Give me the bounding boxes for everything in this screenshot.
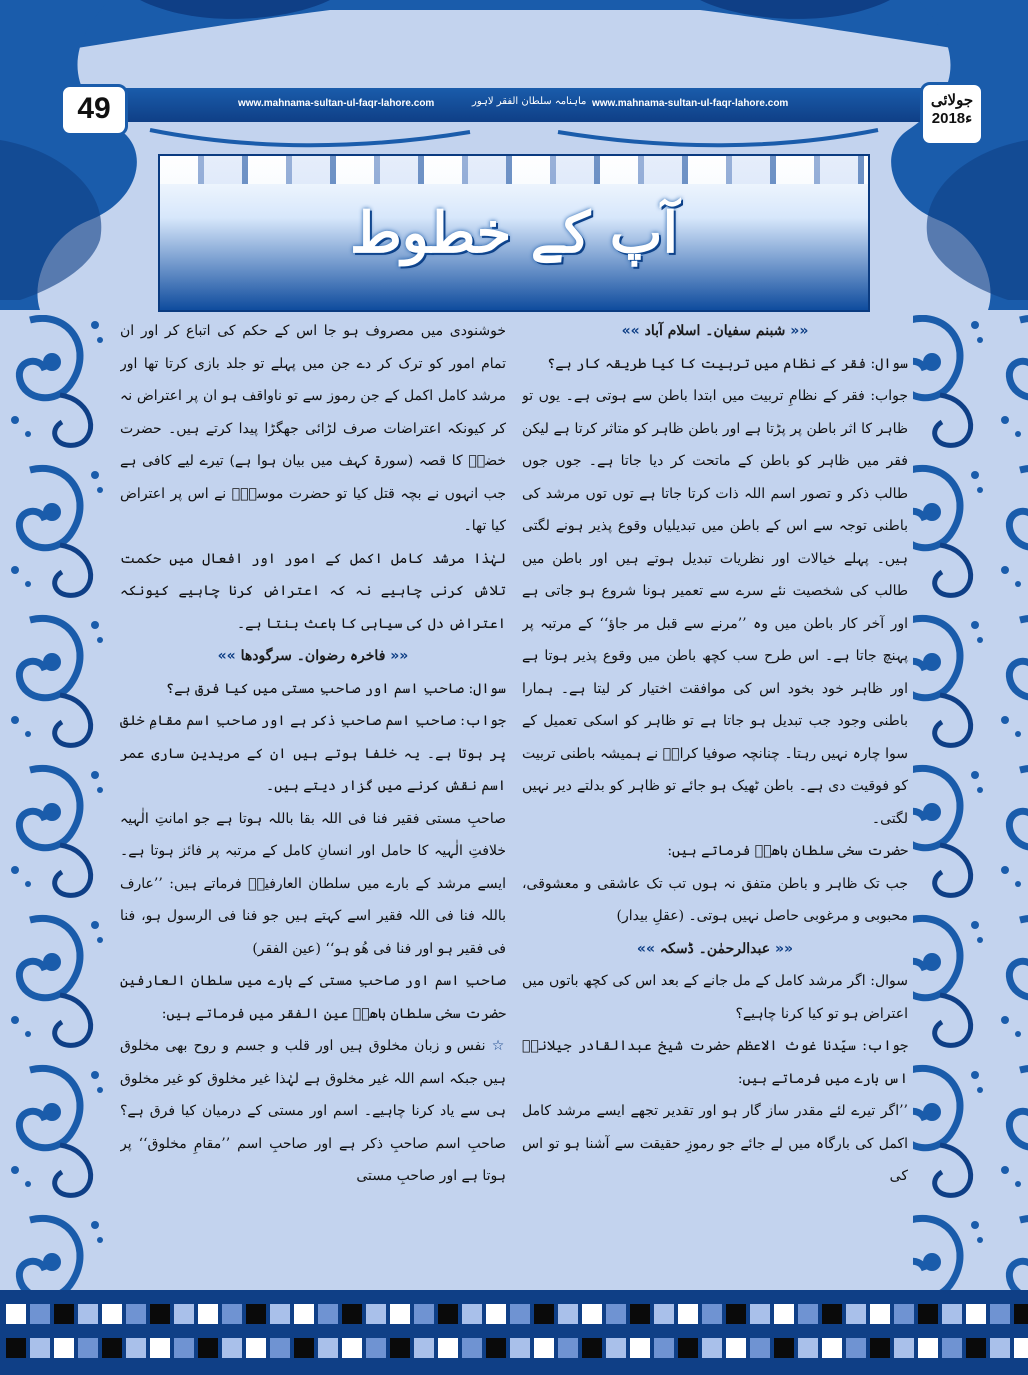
paragraph: لہٰذا مرشد کامل اکمل کے امور اور افعال میں حکمت تلاش کرنی چاہیے نہ کہ اعتراض کرنا چاہیے کیونکہ اعتراض دل کی سیاہی کا باعث بنتا ہے۔ xyxy=(120,550,506,632)
footer-tile xyxy=(870,1304,890,1324)
footer-tile xyxy=(246,1304,266,1324)
footer-tile xyxy=(246,1338,266,1358)
footer-tile xyxy=(702,1338,722,1358)
footer-tile xyxy=(6,1304,26,1324)
footer-tile xyxy=(1014,1304,1028,1324)
footer-checker-strip xyxy=(0,1290,1028,1375)
footer-tile xyxy=(894,1338,914,1358)
footer-tile xyxy=(414,1304,434,1324)
footer-tile xyxy=(270,1304,290,1324)
footer-tile xyxy=(294,1304,314,1324)
paragraph: صاحبِ اسم اور صاحبِ مستی کے بارے میں سلطان العارفین حضرت سخی سلطان باھوؒ عین الفقر میں فرماتے ہیں: xyxy=(120,973,506,1022)
footer-tile xyxy=(990,1338,1010,1358)
footer-tile xyxy=(678,1304,698,1324)
footer-tile xyxy=(342,1304,362,1324)
footer-tile xyxy=(606,1338,626,1358)
footer-tile xyxy=(174,1304,194,1324)
double-chevron-icon: »» xyxy=(217,648,241,664)
paragraph: جواب: فقر کے نظامِ تربیت میں ابتدا باطن سے ہوتی ہے۔ یوں تو ظاہر کا اثر باطن پر پڑتا ہے اور باطن ظاہر کو متاثر کرتا ہے لیکن فقر میں ظاہر کو باطن کے ماتحت کر دیا جاتا ہے۔ جوں جوں طالب ذکر و تصور اسم اللہ ذات کرتا جاتا ہے توں توں مرشد کی باطنی توجہ سے اس کے باطن میں تبدیلیاں وقوع پذیر ہونے لگتی ہیں۔ پہلے خیالات اور نظریات تبدیل ہوتے ہیں اور باطن میں طالب کی شخصیت نئے سرے سے تعمیر ہونا شروع ہو جاتی ہے اور آخر کار باطن میں وہ ’’مرنے سے قبل مر جاؤ‘‘ کے مرتبہ پر پہنچ جاتا ہے۔ اس طرح سب کچھ باطن میں وقوع پذیر ہوتا ہے اور ظاہر خود بخود اس کی موافقت اختیار کر لیتا ہے۔ ہمارا باطنی وجود جب تبدیل ہو جاتا ہے تو ظاہر کو اسکی تعمیل کے سوا چارہ نہیں رہتا۔ چنانچہ صوفیا کرامؒ نے ہمیشہ باطنی تربیت کو فوقیت دی ہے۔ باطن ٹھیک ہو جائے تو ظاہر کو بدلتے دیر نہیں لگتی۔ xyxy=(522,388,908,827)
right-column xyxy=(522,315,908,1325)
footer-tile xyxy=(606,1304,626,1324)
footer-tile xyxy=(126,1304,146,1324)
star-icon: ☆ xyxy=(485,1038,506,1054)
footer-tile xyxy=(750,1338,770,1358)
sender-name: عبدالرحمٰن۔ ڈسکہ xyxy=(659,940,771,957)
footer-tile xyxy=(222,1338,242,1358)
paragraph: خوشنودی میں مصروف ہو جا اس کے حکم کی اتباع کر اور ان تمام امور کو ترک کر دے جن میں پہلے تو جلد بازی کرتا تھا اور مرشد کامل اکمل کے جن رموز سے تو ناواقف ہو ان پر اعتراض نہ کر کیونکہ اعتراضات صرف لڑائی جھگڑا پیدا کرتے ہیں۔ حضرت خضرؑ کا قصہ (سورۃ کہف میں بیان ہوا ہے) تیرے لیے کافی ہے جب انہوں نے بچہ قتل کیا تو حضرت موسیٰؑ نے اس پر اعتراض کیا تھا۔ xyxy=(120,323,506,534)
double-chevron-icon: «« xyxy=(770,940,794,957)
footer-tile xyxy=(198,1304,218,1324)
footer-tile xyxy=(6,1338,26,1358)
footer-tile xyxy=(798,1338,818,1358)
issue-year: 2018ء xyxy=(931,110,973,127)
footer-tile xyxy=(54,1338,74,1358)
left-column xyxy=(120,315,506,1325)
footer-tile xyxy=(78,1304,98,1324)
footer-tile xyxy=(102,1338,122,1358)
footer-tile xyxy=(1014,1338,1028,1358)
title-banner xyxy=(158,154,870,312)
footer-tile xyxy=(30,1304,50,1324)
footer-tile xyxy=(630,1304,650,1324)
double-chevron-icon: »» xyxy=(621,323,645,339)
footer-tile xyxy=(654,1338,674,1358)
footer-tile xyxy=(822,1338,842,1358)
footer-tile xyxy=(534,1338,554,1358)
sender-name: فاخرہ رضوان۔ سرگودھا xyxy=(240,648,386,664)
letter-sender xyxy=(522,933,908,966)
footer-tile xyxy=(894,1304,914,1324)
footer-tile xyxy=(78,1338,98,1358)
letter-sender xyxy=(522,315,908,348)
double-chevron-icon: »» xyxy=(636,940,660,957)
footer-tile xyxy=(414,1338,434,1358)
footer-tile xyxy=(438,1304,458,1324)
footer-tile xyxy=(150,1338,170,1358)
footer-tile xyxy=(846,1338,866,1358)
issue-badge xyxy=(920,82,984,146)
paragraph-text: نفس و زبان مخلوق ہیں اور قلب و جسم و روح بھی مخلوق ہیں جبکہ اسم اللہ غیر مخلوق ہے لہٰذا غیر مخلوق کو غیر مخلوق ہی سے یاد کرنا چاہیے۔ اسم اور مستی کے درمیان کیا فرق ہے؟ صاحبِ اسم صاحبِ ذکر ہے اور صاحبِ اسم ’’مقامِ مخلوق‘‘ پر ہوتا ہے اور صاحبِ مستی xyxy=(120,1038,506,1184)
paragraph: ’’اگر تیرے لئے مقدر ساز گار ہو اور تقدیر تجھے ایسے مرشد کامل اکمل کی بارگاہ میں لے جائے جو رموزِ حقیقت سے آشنا ہو تو اس کی xyxy=(522,1103,908,1184)
footer-tile xyxy=(198,1338,218,1358)
footer-tile xyxy=(870,1338,890,1358)
footer-tile xyxy=(486,1304,506,1324)
footer-tile xyxy=(966,1304,986,1324)
paragraph: جب تک ظاہر و باطن متفق نہ ہوں تب تک عاشقی و معشوقی، محبوبی و مرغوبی حاصل نہیں ہوتی۔ (عقلِ بیدار) xyxy=(522,875,908,924)
footer-tile xyxy=(918,1304,938,1324)
footer-tile xyxy=(822,1304,842,1324)
footer-tile xyxy=(390,1338,410,1358)
footer-tile xyxy=(942,1304,962,1324)
footer-tile xyxy=(150,1304,170,1324)
footer-tile xyxy=(630,1338,650,1358)
footer-tile xyxy=(750,1304,770,1324)
footer-tile xyxy=(366,1304,386,1324)
paragraph: سوال: اگر مرشد کامل کے مل جانے کے بعد اس کی کچھ باتوں میں اعتراض ہو تو کیا کرنا چاہیے؟ xyxy=(522,973,908,1022)
sender-name: شبنم سفیان۔ اسلام آباد xyxy=(644,323,786,339)
footer-tile xyxy=(222,1304,242,1324)
footer-tile xyxy=(30,1338,50,1358)
footer-tile xyxy=(510,1304,530,1324)
footer-tile xyxy=(918,1338,938,1358)
bullet-paragraph xyxy=(120,1030,506,1193)
paragraph: سوال: صاحبِ اسم اور صاحبِ مستی میں کیا فرق ہے؟ xyxy=(165,680,506,697)
double-chevron-icon: «« xyxy=(785,323,809,339)
footer-tile xyxy=(390,1304,410,1324)
letter-sender xyxy=(120,640,506,673)
footer-tile xyxy=(438,1338,458,1358)
footer-tile xyxy=(702,1304,722,1324)
footer-tile xyxy=(462,1338,482,1358)
website-url-left[interactable]: www.mahnama-sultan-ul-faqr-lahore.com xyxy=(238,98,435,109)
footer-tile xyxy=(270,1338,290,1358)
footer-tile xyxy=(582,1338,602,1358)
issue-month: جولائی xyxy=(930,91,974,109)
footer-tile xyxy=(318,1338,338,1358)
footer-tile xyxy=(846,1304,866,1324)
footer-tile xyxy=(678,1338,698,1358)
footer-tile xyxy=(558,1304,578,1324)
footer-tile xyxy=(486,1338,506,1358)
footer-tile xyxy=(966,1338,986,1358)
footer-tile xyxy=(726,1338,746,1358)
footer-tile xyxy=(294,1338,314,1358)
footer-tile xyxy=(558,1338,578,1358)
paragraph: حضرت سخی سلطان باھوؒ فرماتے ہیں: xyxy=(667,843,908,859)
footer-tile xyxy=(582,1304,602,1324)
footer-tile xyxy=(462,1304,482,1324)
paragraph: جواب: سیّدنا غوث الاعظم حضرت شیخ عبدالقادر جیلانیؓ اس بارے میں فرماتے ہیں: xyxy=(522,1038,908,1087)
footer-tile xyxy=(126,1338,146,1358)
page-title: آپ کے خطوط xyxy=(349,200,678,266)
magazine-masthead: ماہنامہ سلطان الفقر لاہور xyxy=(472,96,587,107)
footer-tile xyxy=(102,1304,122,1324)
double-chevron-icon: «« xyxy=(385,648,409,664)
paragraph: جواب: صاحبِ اسم صاحبِ ذکر ہے اور صاحبِ اسم مقامِ خلق پر ہوتا ہے۔ یہ خلفا ہوتے ہیں ان کے مریدین ساری عمر اسم نقش کرنے میں گزار دیتے ہیں۔ xyxy=(120,713,506,794)
footer-tile xyxy=(942,1338,962,1358)
footer-tile xyxy=(318,1304,338,1324)
footer-tile xyxy=(726,1304,746,1324)
banner-mosaic xyxy=(160,156,868,184)
footer-tile xyxy=(510,1338,530,1358)
footer-tile xyxy=(774,1304,794,1324)
footer-tile xyxy=(774,1338,794,1358)
website-url-right[interactable]: www.mahnama-sultan-ul-faqr-lahore.com xyxy=(592,98,789,109)
footer-tile xyxy=(54,1304,74,1324)
footer-tile xyxy=(366,1338,386,1358)
paragraph: سوال: فقر کے نظام میں تربیت کا کیا طریقہ کار ہے؟ xyxy=(547,355,908,372)
footer-tile xyxy=(798,1304,818,1324)
paragraph: صاحبِ مستی فقیر فنا فی اللہ بقا باللہ ہوتا ہے جو امانتِ الٰہیہ خلافتِ الٰہیہ کا حامل اور انسانِ کامل کے مرتبہ پر فائز ہوتا ہے۔ ایسے مرشد کے بارے میں سلطان العارفینؒ فرماتے ہیں: ’’عارف باللہ فنا فی اللہ فقیر اسے کہتے ہیں جو فنا فی الرسول ہو، فنا فی فقیر ہو اور فنا فی ھُو ہو‘‘ (عین الفقر) xyxy=(120,810,506,957)
page-number: 49 xyxy=(60,84,128,136)
footer-tile xyxy=(534,1304,554,1324)
footer-tile xyxy=(654,1304,674,1324)
footer-tile xyxy=(342,1338,362,1358)
footer-tile xyxy=(990,1304,1010,1324)
footer-tile xyxy=(174,1338,194,1358)
